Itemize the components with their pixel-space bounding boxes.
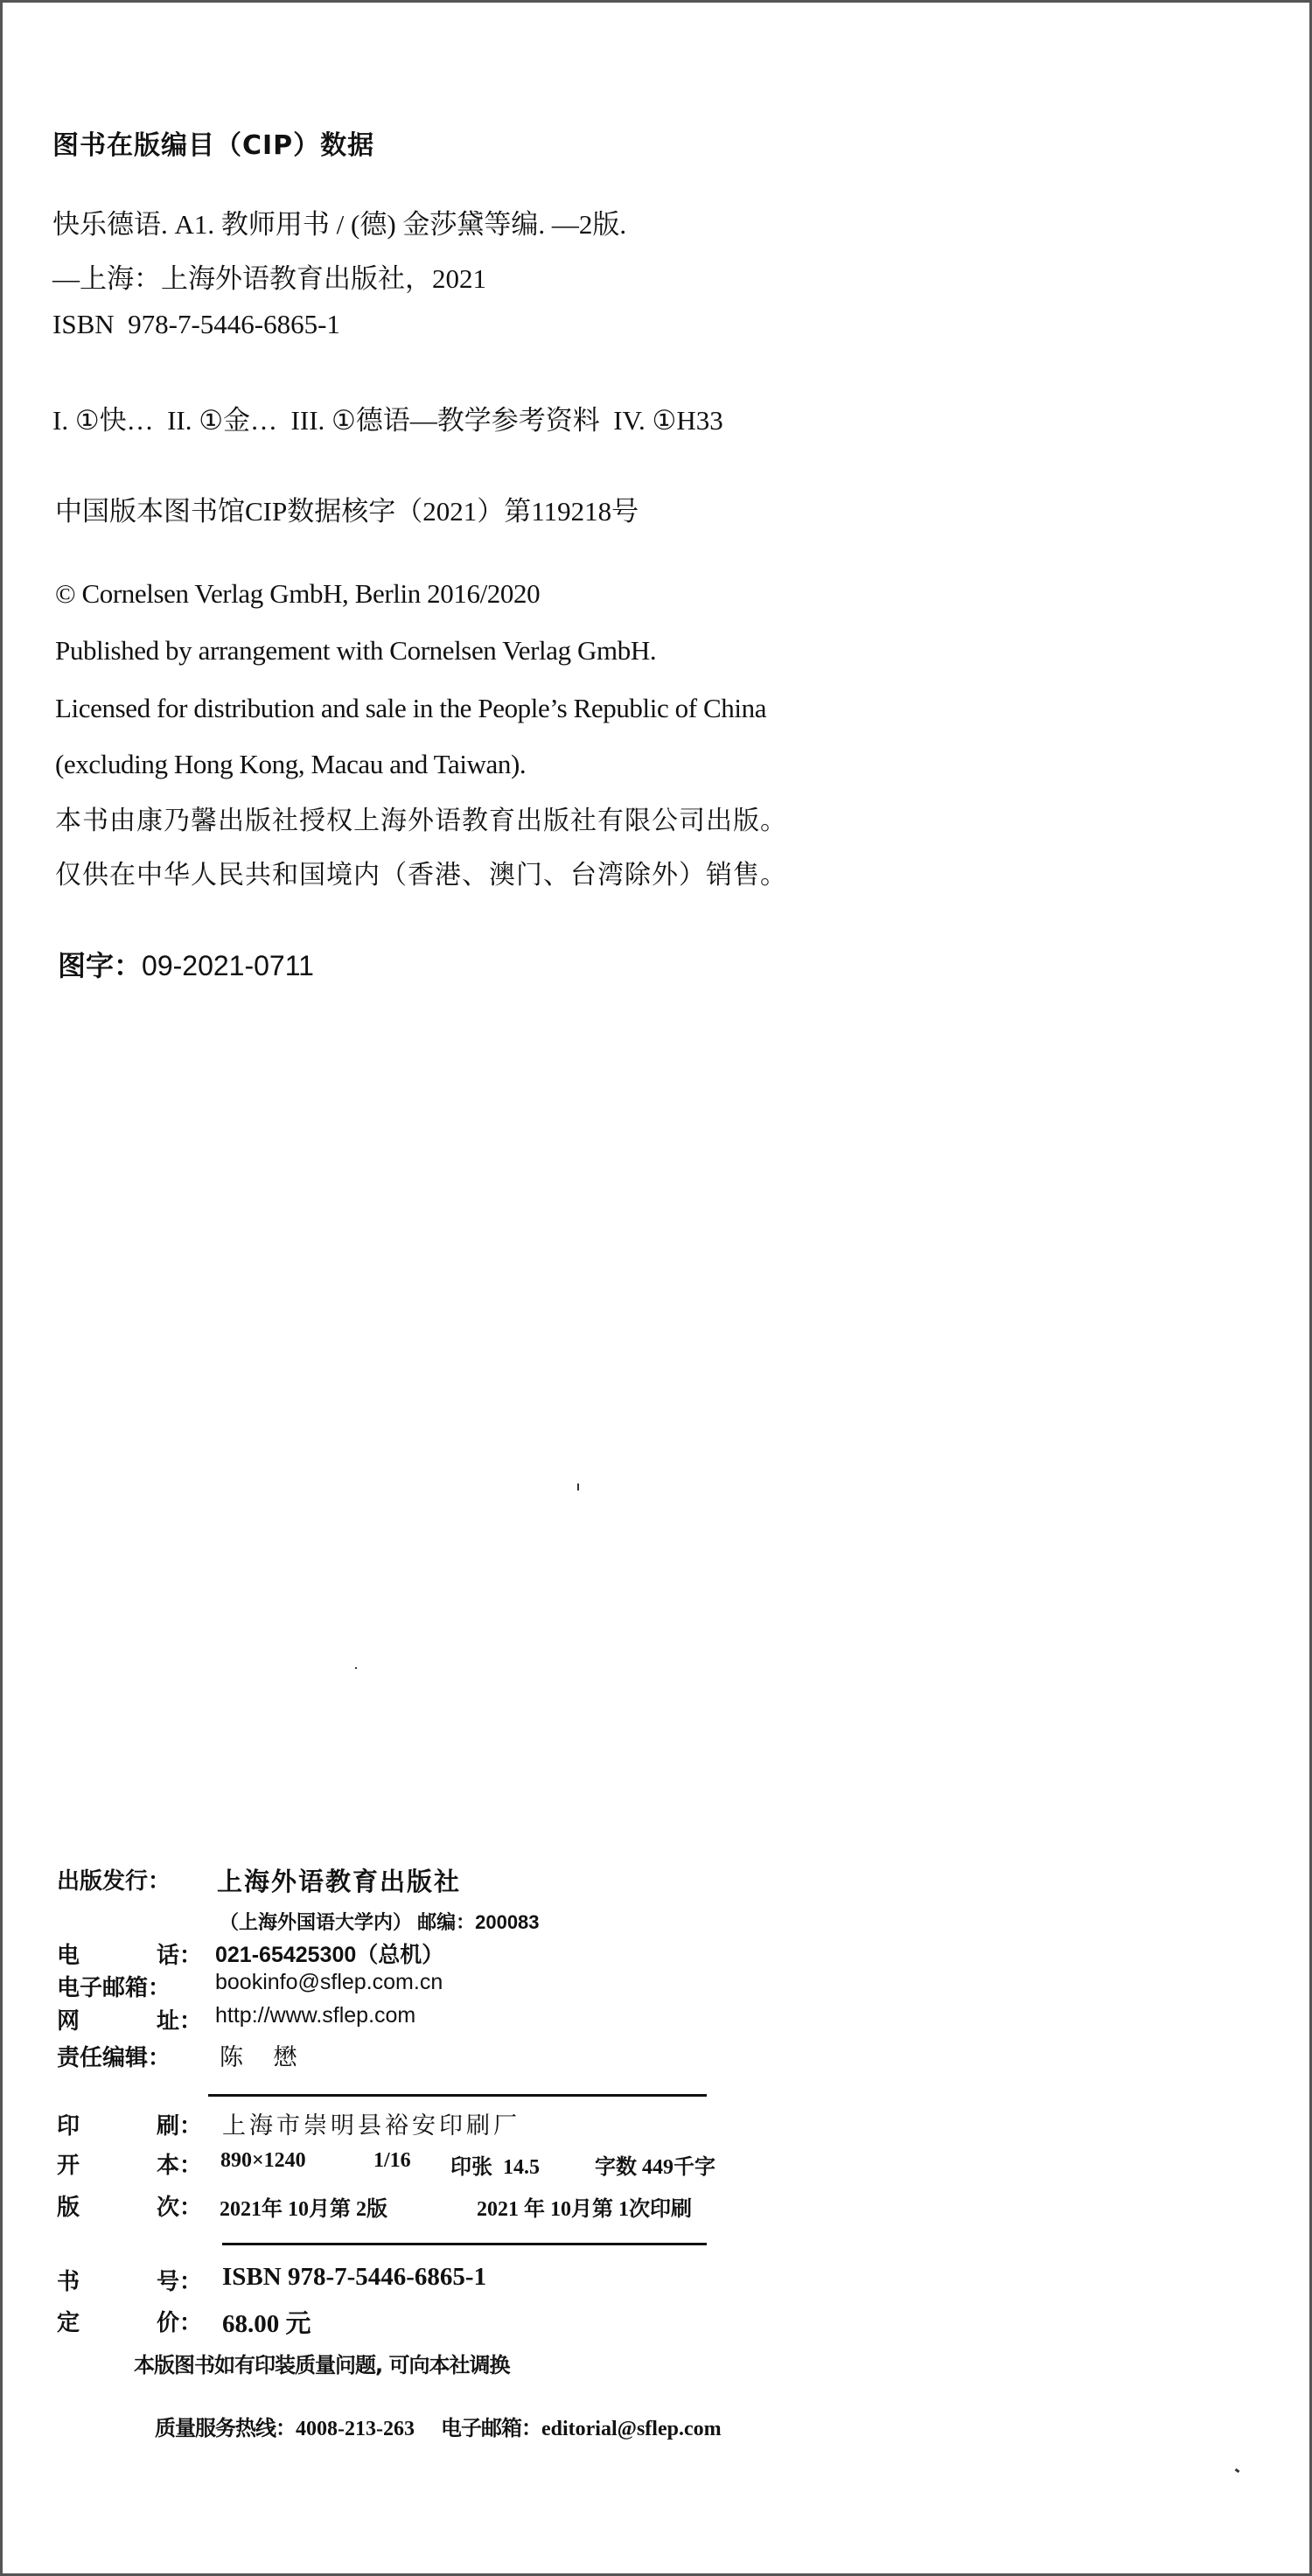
price-label-b: 价：: [157, 2310, 203, 2336]
format-size: 890×1240: [220, 2149, 306, 2172]
editorial-email-link[interactable]: editorial@sflep.com: [541, 2418, 722, 2440]
format-label-b: 本：: [157, 2153, 203, 2179]
license-exclusion: (excluding Hong Kong, Macau and Taiwan).: [55, 749, 527, 779]
cip-classification: I. ①快… II. ①金… III. ①德语—教学参考资料 IV. ①H33: [52, 405, 723, 436]
cip-verification-number: 中国版本图书馆CIP数据核字（2021）第119218号: [55, 496, 639, 527]
price-value: 68.00 元: [222, 2310, 311, 2338]
format-label-a: 开: [57, 2153, 80, 2179]
cip-heading: 图书在版编目（CIP）数据: [52, 130, 375, 161]
edition-label-b: 次：: [157, 2195, 203, 2221]
publisher-label: 出版发行：: [57, 1868, 171, 1895]
word-count: 字数 449千字: [595, 2156, 715, 2179]
publisher-address: （上海外国语大学内） 邮编：200083: [220, 1911, 540, 1933]
printed-sheets: 印张 14.5: [450, 2156, 540, 2179]
printer-name: 上海市崇明县裕安印刷厂: [222, 2112, 520, 2139]
price-label-a: 定: [57, 2310, 80, 2336]
scan-speck: [577, 1483, 579, 1490]
editorial-email-label: 电子邮箱：: [440, 2416, 541, 2440]
quality-hotline-row: [134, 2387, 722, 2465]
contract-number-label: 图字：: [58, 950, 143, 981]
copyright-notice: © Cornelsen Verlag GmbH, Berlin 2016/2020: [55, 578, 541, 609]
divider-rule: [208, 2094, 707, 2097]
website-label-a: 网: [57, 2008, 80, 2035]
format-fraction: 1/16: [373, 2149, 411, 2172]
isbn-label-b: 号：: [157, 2269, 203, 2295]
email-link[interactable]: bookinfo@sflep.com.cn: [215, 1970, 443, 1994]
website-link[interactable]: http://www.sflep.com: [215, 2003, 416, 2028]
hotline-label: 质量服务热线：: [155, 2416, 296, 2440]
scan-speck: [1235, 2468, 1240, 2473]
cip-publisher-line: —上海：上海外语教育出版社，2021: [52, 263, 486, 294]
editor-name: 陈 懋: [220, 2044, 297, 2070]
quality-notice: 本版图书如有印装质量问题, 可向本社调换: [134, 2353, 510, 2377]
cip-isbn-line: ISBN 978-7-5446-6865-1: [52, 309, 340, 339]
edition-date: 2021年 10月第 2版: [220, 2198, 387, 2221]
edition-label-a: 版: [57, 2195, 80, 2221]
phone-label-b: 话：: [157, 1943, 203, 1969]
printing-date: 2021 年 10月第 1次印刷: [477, 2198, 692, 2221]
sales-region-notice: 仅供在中华人民共和国境内（香港、澳门、台湾除外）销售。: [55, 860, 787, 890]
authorization-notice: 本书由康乃馨出版社授权上海外语教育出版社有限公司出版。: [55, 806, 787, 836]
printer-label-a: 印: [57, 2113, 80, 2140]
arrangement-notice: Published by arrangement with Cornelsen Verlag GmbH.: [55, 635, 657, 666]
email-label: 电子邮箱：: [57, 1975, 171, 2001]
contract-number-value: 09-2021-0711: [142, 950, 314, 981]
divider-rule: [222, 2243, 707, 2245]
phone-label-a: 电: [57, 1943, 80, 1969]
license-notice: Licensed for distribution and sale in the People’s Republic of China: [55, 693, 767, 723]
contract-number: [58, 944, 314, 984]
phone-number: 021-65425300（总机）: [215, 1943, 444, 1967]
website-label-b: 址：: [157, 2008, 203, 2035]
isbn-label-a: 书: [57, 2269, 80, 2295]
scan-speck: [355, 1667, 357, 1669]
isbn-value: ISBN 978-7-5446-6865-1: [222, 2263, 487, 2291]
hotline-number: 4008-213-263: [296, 2418, 415, 2440]
publisher-name: 上海外语教育出版社: [217, 1867, 462, 1896]
printer-label-b: 刷：: [157, 2113, 203, 2140]
cip-title-line: 快乐德语. A1. 教师用书 / (德) 金莎黛等编. —2版.: [52, 209, 627, 240]
editor-label: 责任编辑：: [57, 2045, 171, 2071]
